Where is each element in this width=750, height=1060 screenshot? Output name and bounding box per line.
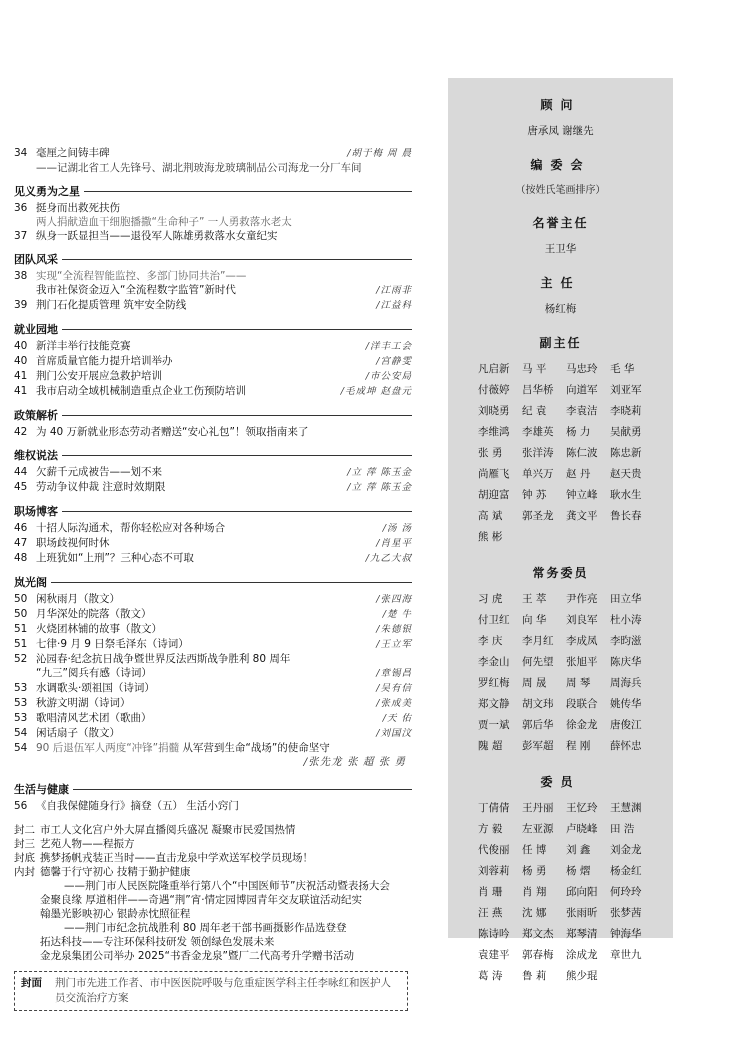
cover-page-text: 市工人文化宫户外大屏直播阅兵盛况 凝聚市民爱国热情 <box>40 824 296 836</box>
board-member-name: 郑琴清 <box>566 928 598 940</box>
toc-entry[interactable] <box>14 480 412 495</box>
toc-entry[interactable] <box>14 592 412 607</box>
toc-entry[interactable] <box>14 622 412 637</box>
entry-title: 秋游文明湖（诗词） <box>36 697 131 709</box>
entry-author: /王立军 <box>376 639 412 650</box>
cover-page-line: 拓达科技——专注环保科技研发 领创绿色发展未来 <box>40 936 275 948</box>
board-member-name: 肖 翔 <box>522 886 547 898</box>
entry-title: 我市社保资金迈入“全流程数字监管”新时代 <box>36 284 236 296</box>
section-header: 就业园地 <box>14 321 412 337</box>
honorary-director-name: 王卫华 <box>544 243 577 255</box>
board-member-name: 纪 袁 <box>522 405 547 417</box>
entry-title: 新洋丰举行技能竞赛 <box>36 340 131 352</box>
entry-author: /江益科 <box>376 300 412 311</box>
entry-author: /朱德银 <box>376 624 412 635</box>
board-member-name: 陈诗吟 <box>478 928 510 940</box>
toc-entry[interactable] <box>14 521 412 536</box>
page-num: 51 <box>14 638 28 650</box>
board-member-name: 钟海华 <box>610 928 642 940</box>
board-member-name: 赵 丹 <box>566 468 591 480</box>
toc-entry[interactable] <box>14 384 412 399</box>
board-member-name: 隗 超 <box>478 740 503 752</box>
board-member-name: 习 虎 <box>478 593 503 605</box>
toc-entry[interactable] <box>14 637 412 652</box>
page-num: 45 <box>14 481 28 493</box>
entry-title: 荆门公安开展应急救护培训 <box>36 370 162 382</box>
deputy-director-heading: 副主任 <box>539 336 582 350</box>
toc-entry-continued[interactable] <box>14 283 412 298</box>
entry-author: /吴有信 <box>376 683 412 694</box>
member-heading: 委员 <box>540 775 581 789</box>
toc-entry[interactable] <box>14 465 412 480</box>
page-num: 39 <box>14 299 28 311</box>
cover-page-label: 封三 <box>14 838 35 850</box>
cover-text: 荆门市先进工作者、市中医医院呼吸与危重症医学科主任李咏红和医护人员交流治疗方案 <box>55 977 391 1004</box>
board-member-name: 向 华 <box>522 614 547 626</box>
entry-title: “九三”阅兵有感（诗词） <box>36 667 152 679</box>
board-member-name: 高 斌 <box>478 510 503 522</box>
page-num: 52 <box>14 653 28 665</box>
board-member-name: 赵天贵 <box>610 468 642 480</box>
page-num: 37 <box>14 230 28 242</box>
board-note: （按姓氏笔画排序） <box>515 185 606 196</box>
toc-entry[interactable] <box>14 711 412 726</box>
page-num: 50 <box>14 608 28 620</box>
entry-author: /立 萍 陈玉金 <box>347 482 412 493</box>
page-num: 56 <box>14 800 28 812</box>
board-member-name: 杨 勇 <box>522 865 547 877</box>
entry-author: /张先龙 张 超 张 勇 <box>303 756 406 768</box>
board-member-name: 张洋涛 <box>522 447 554 459</box>
toc-entry[interactable] <box>14 726 412 741</box>
board-member-name: 袁建平 <box>478 949 510 961</box>
toc-entry[interactable] <box>14 354 412 369</box>
section-header: 政策解析 <box>14 407 412 423</box>
toc-entry[interactable] <box>14 369 412 384</box>
board-member-name: 汪 燕 <box>478 907 503 919</box>
board-member-name: 单兴万 <box>522 468 554 480</box>
cover-page-text: 携梦扬帆戎装正当时——直击龙泉中学欢送军校学员现场！ <box>40 852 313 864</box>
board-member-name: 周海兵 <box>610 677 642 689</box>
entry-title: 挺身而出救死扶伤 <box>36 202 120 214</box>
board-member-name: 胡迎富 <box>478 489 510 501</box>
entry-author: /宫静雯 <box>376 356 412 367</box>
page-num: 53 <box>14 712 28 724</box>
entry-subtitle: 两人捐献造血干细胞播撒“生命种子” 一人勇救落水老太 <box>36 216 292 228</box>
page-num: 53 <box>14 697 28 709</box>
board-member-name: 耿水生 <box>610 489 642 501</box>
board-heading: 编委会 <box>530 158 591 172</box>
cover-page-text: 德馨于行守初心 技精于勤护健康 <box>40 866 191 878</box>
entry-title: 水调歌头·颂祖国（诗词） <box>36 682 155 694</box>
toc-entry[interactable] <box>14 146 412 161</box>
board-member-name: 马 平 <box>522 363 547 375</box>
entry-title: 十招人际沟通术，帮你轻松应对各种场合 <box>36 522 225 534</box>
board-member-name: 李晓莉 <box>610 405 642 417</box>
cover-page-line: ——荆门市人民医院隆重举行第八个“中国医师节”庆祝活动暨表扬大会 <box>64 880 390 892</box>
board-member-name: 田 浩 <box>610 823 635 835</box>
entry-author: /张成美 <box>376 698 412 709</box>
entry-title: 从军营到生命“战场”的使命坚守 <box>179 742 330 754</box>
section-header: 职场博客 <box>14 503 412 519</box>
page-num: 50 <box>14 593 28 605</box>
board-member-name: 彭军超 <box>522 740 554 752</box>
board-member-name: 杨金红 <box>610 865 642 877</box>
entry-title-lead: 90 后退伍军人两度“冲锋”捐髓 <box>36 742 180 754</box>
toc-entry[interactable] <box>14 229 412 243</box>
toc-column <box>14 146 412 1011</box>
toc-entry[interactable] <box>14 551 412 566</box>
board-member-name: 陈忠新 <box>610 447 642 459</box>
board-member-name: 陈仁波 <box>566 447 598 459</box>
board-member-name: 杨 力 <box>566 426 591 438</box>
board-member-name: 李雄英 <box>522 426 554 438</box>
cover-page-label: 内封 <box>14 866 35 878</box>
board-member-name: 王慧渊 <box>610 802 642 814</box>
entry-title: 劳动争议仲裁 注意时效期限 <box>36 481 166 493</box>
entry-author: /刘国汶 <box>376 728 412 739</box>
page-num: 47 <box>14 537 28 549</box>
entry-author: /天 佑 <box>382 713 412 724</box>
page-num: 40 <box>14 340 28 352</box>
board-member-name: 钟立峰 <box>566 489 598 501</box>
page-num: 48 <box>14 552 28 564</box>
board-member-name: 郑文静 <box>478 698 510 710</box>
board-member-name: 熊 彬 <box>478 531 503 543</box>
board-member-name: 付卫红 <box>478 614 510 626</box>
board-member-name: 刘亚军 <box>610 384 642 396</box>
board-member-name: 郭春梅 <box>522 949 554 961</box>
entry-title: 月华深处的院落（散文） <box>36 608 152 620</box>
cover-page-label: 封底 <box>14 852 35 864</box>
entry-author: /九乙大叔 <box>365 553 412 564</box>
board-member-name: 尚雁飞 <box>478 468 510 480</box>
board-member-name: 张旭平 <box>566 656 598 668</box>
board-member-name: 鲁 莉 <box>522 970 547 982</box>
cover-page-entry[interactable] <box>14 865 412 879</box>
entry-title: 为 40 万新就业形态劳动者赠送“安心礼包”！领取指南来了 <box>36 426 309 438</box>
board-member-name: 田立华 <box>610 593 642 605</box>
board-member-name: 左亚源 <box>522 823 554 835</box>
board-member-name: 刘 鑫 <box>566 844 591 856</box>
member-grid <box>478 800 673 985</box>
section-header: 生活与健康 <box>14 781 412 797</box>
toc-entry-continued[interactable] <box>14 666 412 681</box>
entry-title: 实现“全流程智能监控、多部门协同共治”—— <box>36 270 247 282</box>
toc-entry[interactable] <box>14 741 412 755</box>
entry-author: /毛成坤 赵盘元 <box>340 386 412 397</box>
board-member-name: 刘晓勇 <box>478 405 510 417</box>
cover-page-line: ——荆门市纪念抗战胜利 80 周年老干部书画摄影作品选登登 <box>64 922 347 934</box>
board-member-name: 李成凤 <box>566 635 598 647</box>
board-member-name: 徐金龙 <box>566 719 598 731</box>
board-member-name: 陈庆华 <box>610 656 642 668</box>
toc-entry[interactable] <box>14 696 412 711</box>
board-member-name: 张雨昕 <box>566 907 598 919</box>
board-member-name: 熊少琨 <box>566 970 598 982</box>
entry-author: /章锡昌 <box>376 668 412 679</box>
toc-entry[interactable] <box>14 799 412 813</box>
entry-title: 闲话扇子（散文） <box>36 727 120 739</box>
director-name: 杨红梅 <box>544 303 577 315</box>
cover-page-entry[interactable] <box>14 851 412 865</box>
toc-entry[interactable] <box>14 607 412 622</box>
board-member-name: 周 琴 <box>566 677 591 689</box>
board-member-name: 薛怀忠 <box>610 740 642 752</box>
board-member-name: 代俊丽 <box>478 844 510 856</box>
page-num: 46 <box>14 522 28 534</box>
board-member-name: 李金山 <box>478 656 510 668</box>
director-heading: 主任 <box>540 276 581 290</box>
entry-title: 上班犹如“上刑”？三种心态不可取 <box>36 552 194 564</box>
board-member-name: 罗红梅 <box>478 677 510 689</box>
entry-title: 火烧团林铺的故事（散文） <box>36 623 162 635</box>
section-header: 团队风采 <box>14 251 412 267</box>
board-member-name: 马忠玲 <box>566 363 598 375</box>
toc-entry[interactable] <box>14 536 412 551</box>
toc-entry[interactable] <box>14 269 412 283</box>
advisor-heading: 顾问 <box>540 98 581 112</box>
board-member-name: 周 晟 <box>522 677 547 689</box>
entry-author: /江雨非 <box>376 285 412 296</box>
board-member-name: 郭圣龙 <box>522 510 554 522</box>
board-member-name: 何玲玲 <box>610 886 642 898</box>
page-num: 51 <box>14 623 28 635</box>
page-num: 53 <box>14 682 28 694</box>
entry-author: /市公安局 <box>365 371 412 382</box>
standing-member-grid <box>478 591 673 755</box>
board-member-name: 章世九 <box>610 949 642 961</box>
cover-label: 封面 <box>21 977 42 989</box>
board-member-name: 李昀滋 <box>610 635 642 647</box>
entry-title: 毫厘之间铸丰碑 <box>36 147 110 159</box>
board-member-name: 刘良军 <box>566 614 598 626</box>
board-member-name: 胡文玮 <box>522 698 554 710</box>
board-member-name: 郭后华 <box>522 719 554 731</box>
board-member-name: 张 勇 <box>478 447 503 459</box>
board-member-name: 张梦茜 <box>610 907 642 919</box>
entry-subtitle: ——记湖北省工人先锋号、湖北荆玻海龙玻璃制品公司海龙一分厂车间 <box>36 162 362 174</box>
entry-title: 欠薪千元成被告——划不来 <box>36 466 162 478</box>
board-member-name: 鲁长春 <box>610 510 642 522</box>
board-member-name: 段联合 <box>566 698 598 710</box>
page-num: 41 <box>14 370 28 382</box>
entry-author: /洋丰工会 <box>365 341 412 352</box>
section-header: 维权说法 <box>14 447 412 463</box>
toc-entry[interactable] <box>14 201 412 215</box>
board-member-name: 李维鸿 <box>478 426 510 438</box>
board-member-name: 李月红 <box>522 635 554 647</box>
board-member-name: 何先望 <box>522 656 554 668</box>
toc-entry[interactable] <box>14 298 412 313</box>
board-member-name: 唐俊江 <box>610 719 642 731</box>
page-num: 34 <box>14 147 28 159</box>
page-num: 54 <box>14 727 28 739</box>
advisor-names: 唐承凤 谢继先 <box>527 125 594 137</box>
page-num: 54 <box>14 742 28 754</box>
cover-caption-box <box>14 971 408 1011</box>
board-member-name: 龚文平 <box>566 510 598 522</box>
page-num: 41 <box>14 385 28 397</box>
cover-page-entry[interactable] <box>14 823 412 837</box>
entry-title: 荆门石化提质管理 筑牢安全防线 <box>36 299 187 311</box>
board-member-name: 凡启新 <box>478 363 510 375</box>
page-num: 40 <box>14 355 28 367</box>
board-member-name: 涂成龙 <box>566 949 598 961</box>
board-member-name: 郑文杰 <box>522 928 554 940</box>
board-member-name: 王忆玲 <box>566 802 598 814</box>
cover-page-entry[interactable] <box>14 837 412 851</box>
toc-entry[interactable] <box>14 339 412 354</box>
board-member-name: 李袁洁 <box>566 405 598 417</box>
board-member-name: 尹作亮 <box>566 593 598 605</box>
entry-author: /肖星平 <box>376 538 412 549</box>
entry-author: /立 萍 陈玉金 <box>347 467 412 478</box>
board-member-name: 丁倩倩 <box>478 802 510 814</box>
entry-title: 七律·9 月 9 日祭毛泽东（诗词） <box>36 638 189 650</box>
board-member-name: 向道军 <box>566 384 598 396</box>
page-num: 44 <box>14 466 28 478</box>
standing-member-heading: 常务委员 <box>532 566 589 580</box>
cover-page-text: 艺苑人物——程振方 <box>40 838 135 850</box>
entry-title: 歌唱清风艺术团（歌曲） <box>36 712 152 724</box>
entry-title: 沁园春·纪念抗日战争暨世界反法西斯战争胜利 80 周年 <box>36 653 291 665</box>
section-header: 见义勇为之星 <box>14 183 412 199</box>
section-header: 岚光阁 <box>14 574 412 590</box>
board-member-name: 姚传华 <box>610 698 642 710</box>
honorary-director-heading: 名誉主任 <box>532 216 589 230</box>
cover-page-line: 金龙泉集团公司举办 2025“书香金龙泉”暨厂二代高考升学赠书活动 <box>40 950 354 962</box>
toc-entry[interactable] <box>14 652 412 666</box>
board-member-name: 毛 华 <box>610 363 635 375</box>
entry-author: /胡于梅 周 晨 <box>347 148 412 159</box>
board-member-name: 刘蓉莉 <box>478 865 510 877</box>
entry-title: 职场歧视何时休 <box>36 537 110 549</box>
board-member-name: 李 庆 <box>478 635 503 647</box>
board-member-name: 沈 娜 <box>522 907 547 919</box>
board-member-name: 刘金龙 <box>610 844 642 856</box>
board-member-name: 贾一斌 <box>478 719 510 731</box>
entry-author: /张四海 <box>376 594 412 605</box>
entry-author: /楚 牛 <box>382 609 412 620</box>
board-member-name: 方 毅 <box>478 823 503 835</box>
board-member-name: 王 萃 <box>522 593 547 605</box>
board-member-name: 肖 珊 <box>478 886 503 898</box>
cover-page-line: 金聚良缘 厚道相伴——奇遇“荆”宵·情定园博园青年交友联谊活动纪实 <box>40 894 363 906</box>
entry-title: 《自我保健随身行》摘登（五） 生活小窍门 <box>36 800 239 812</box>
cover-page-line: 翰墨光影映初心 银龄赤忱照征程 <box>40 908 191 920</box>
editorial-board-panel <box>448 78 673 982</box>
board-member-name: 吴献勇 <box>610 426 642 438</box>
entry-title: 闲秋雨月（散文） <box>36 593 120 605</box>
board-member-name: 钟 苏 <box>522 489 547 501</box>
board-member-name: 付薇婷 <box>478 384 510 396</box>
deputy-director-grid <box>478 361 673 546</box>
page-num: 42 <box>14 426 28 438</box>
cover-page-label: 封二 <box>14 824 35 836</box>
entry-title: 纵身一跃显担当——退役军人陈雄勇救落水女童纪实 <box>36 230 278 242</box>
entry-title: 首席质量官能力提升培训举办 <box>36 355 173 367</box>
board-member-name: 杨 熠 <box>566 865 591 877</box>
page-num: 36 <box>14 202 28 214</box>
board-member-name: 邱向阳 <box>566 886 598 898</box>
page-num: 38 <box>14 270 28 282</box>
board-member-name: 任 博 <box>522 844 547 856</box>
entry-author: /汤 汤 <box>382 523 412 534</box>
board-member-name: 葛 涛 <box>478 970 503 982</box>
board-member-name: 程 刚 <box>566 740 591 752</box>
board-member-name: 吕华桥 <box>522 384 554 396</box>
board-member-name: 杜小涛 <box>610 614 642 626</box>
board-member-name: 王丹丽 <box>522 802 554 814</box>
board-member-name: 卢晓峰 <box>566 823 598 835</box>
entry-title: 我市启动全域机械制造重点企业工伤预防培训 <box>36 385 246 397</box>
toc-entry[interactable] <box>14 425 412 439</box>
toc-entry[interactable] <box>14 681 412 696</box>
